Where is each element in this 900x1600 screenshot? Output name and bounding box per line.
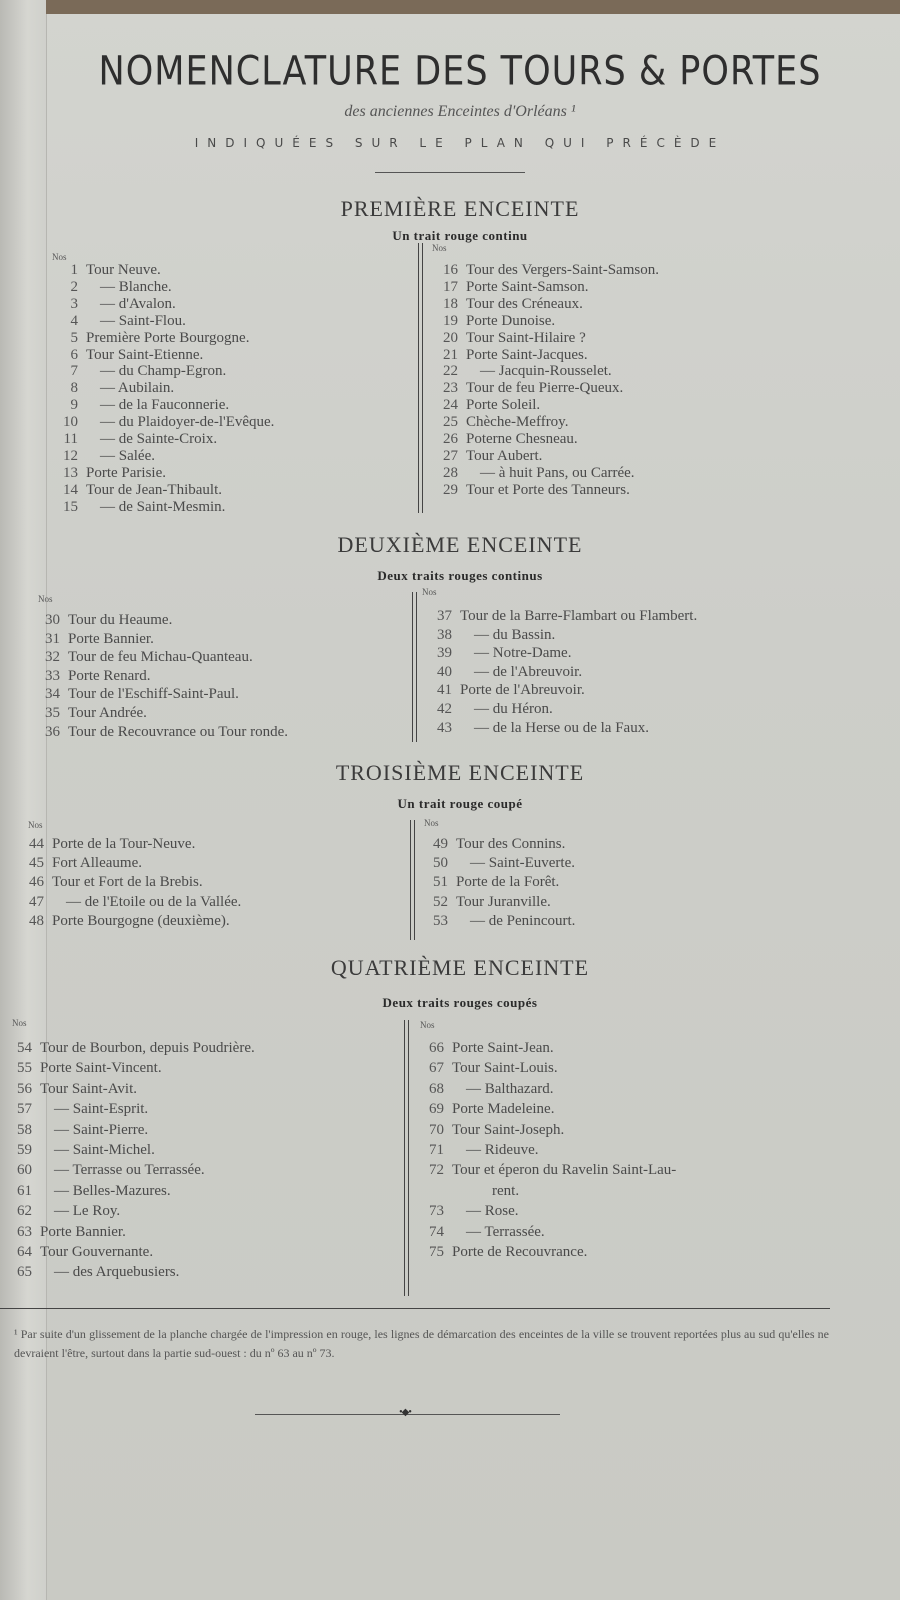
item-number: 50 (433, 855, 448, 872)
item-label: Porte Dunoise. (466, 312, 556, 329)
item-number: 56 (17, 1080, 32, 1097)
item-label: Porte Bannier. (40, 1223, 126, 1240)
item-number: 34 (45, 686, 60, 703)
item-label: Tour Andrée. (68, 705, 147, 721)
item-label: Tour et éperon du Ravelin Saint-Lau- (452, 1162, 677, 1179)
item-number: 31 (45, 630, 60, 647)
section-title: DEUXIÈME ENCEINTE (337, 532, 583, 557)
footnote: ¹ Par suite d'un glissement de la planche chargée de l'impression en rouge, les lignes de démarcation des enceintes de la ville se trouvent reportées plus au sud qu'elles ne devraient l'être, surtout dans la partie sud-ouest : du nº 63 au nº 73. (14, 1327, 829, 1360)
item-label: Tour du Heaume. (68, 612, 173, 628)
item-number: 32 (45, 649, 60, 666)
item-label: — Terrassée. (466, 1223, 545, 1240)
item-label: Porte Saint-Jean. (452, 1040, 554, 1056)
column-separator (404, 1020, 409, 1296)
item-label: Porte Soleil. (466, 397, 541, 414)
item-label: Tour Saint-Louis. (452, 1060, 558, 1077)
item-label: Tour de la Barre-Flambart ou Flambert. (460, 608, 698, 624)
numero-label: Nos (38, 594, 53, 604)
item-number: 47 (29, 893, 44, 910)
section-subtitle: Un trait rouge coupé (397, 796, 523, 811)
item-number: 72 (429, 1162, 444, 1179)
item-number: 20 (443, 329, 458, 346)
item-label: — Rose. (466, 1203, 519, 1220)
numero-label: Nos (432, 243, 447, 253)
item-label: Porte Madeleine. (452, 1101, 555, 1118)
item-label: Porte de la Tour-Neuve. (52, 836, 196, 852)
page-top-edge (46, 0, 900, 14)
item-number: 57 (17, 1101, 32, 1118)
item-number: 21 (443, 346, 458, 363)
item-label: — Rideuve. (466, 1142, 539, 1158)
item-label: Porte de l'Abreuvoir. (460, 682, 585, 699)
item-number: 14 (63, 481, 78, 498)
item-label: Porte Saint-Jacques. (466, 346, 588, 363)
item-number: 11 (63, 431, 78, 447)
item-number: 55 (17, 1060, 32, 1077)
item-number: 61 (17, 1182, 32, 1199)
item-number: 16 (443, 262, 458, 278)
section-title: QUATRIÈME ENCEINTE (330, 955, 590, 980)
numero-label: Nos (12, 1018, 27, 1028)
item-label: Tour Gouvernante. (40, 1244, 154, 1260)
item-label: — Terrasse ou Terrassée. (54, 1162, 205, 1179)
item-label: — de Saint-Mesmin. (100, 498, 226, 515)
item-number: 4 (70, 312, 78, 329)
item-number: 52 (433, 893, 448, 910)
item-label: Chèche-Meffroy. (466, 414, 569, 431)
item-number: 58 (17, 1121, 32, 1138)
item-label: rent. (492, 1182, 520, 1199)
item-label: Poterne Chesneau. (466, 431, 578, 447)
item-number: 53 (433, 912, 448, 929)
item-number: 8 (70, 380, 78, 397)
item-label: Porte Parisie. (86, 464, 166, 481)
item-label: — d'Avalon. (100, 295, 176, 312)
item-number: 5 (70, 329, 78, 346)
item-label: Porte Saint-Vincent. (40, 1060, 162, 1077)
item-number: 75 (429, 1244, 444, 1260)
item-label: Tour de feu Pierre-Queux. (466, 380, 624, 397)
numero-label: Nos (28, 820, 43, 830)
item-label: Tour Saint-Joseph. (452, 1121, 565, 1138)
item-number: 40 (437, 663, 452, 680)
item-label: Porte Bannier. (68, 630, 154, 647)
item-label: — Saint-Euverte. (470, 855, 575, 872)
item-number: 36 (45, 723, 60, 740)
item-number: 23 (443, 380, 458, 397)
item-label: — à huit Pans, ou Carrée. (480, 464, 635, 481)
item-number: 45 (29, 855, 44, 872)
item-label: Tour des Connins. (456, 836, 566, 852)
item-number: 68 (429, 1080, 444, 1097)
item-number: 13 (63, 464, 78, 481)
item-label: Tour de Bourbon, depuis Poudrière. (40, 1040, 255, 1056)
item-label: Fort Alleaume. (52, 855, 142, 872)
page-caption: INDIQUÉES SUR LE PLAN QUI PRÉCÈDE (194, 136, 726, 150)
item-label: Tour Aubert. (466, 447, 543, 464)
item-label: — Saint-Flou. (100, 312, 186, 329)
item-label: — Salée. (100, 447, 155, 464)
numero-label: Nos (52, 252, 67, 262)
item-number: 28 (443, 464, 458, 481)
item-label: Tour Saint-Avit. (40, 1080, 137, 1097)
page-subtitle: des anciennes Enceintes d'Orléans ¹ (344, 103, 576, 120)
item-number: 39 (437, 645, 452, 662)
section-title: PREMIÈRE ENCEINTE (340, 196, 580, 221)
numero-label: Nos (422, 587, 437, 597)
item-number: 7 (70, 363, 78, 380)
item-number: 54 (17, 1040, 32, 1056)
item-number: 12 (63, 447, 78, 464)
item-label: — du Plaidoyer-de-l'Evêque. (100, 414, 275, 431)
item-number: 25 (443, 414, 458, 431)
item-label: — Saint-Esprit. (54, 1101, 149, 1118)
item-number: 65 (17, 1264, 32, 1281)
item-label: Porte de la Forêt. (456, 874, 560, 891)
item-number: 46 (29, 874, 44, 891)
item-number: 48 (29, 912, 44, 929)
item-number: 62 (17, 1203, 32, 1220)
footnote-divider (0, 1308, 830, 1309)
column-separator (410, 820, 415, 940)
item-label: — Saint-Michel. (54, 1142, 155, 1158)
section-title: TROISIÈME ENCEINTE (335, 760, 585, 785)
numero-label: Nos (424, 818, 439, 828)
item-label: Tour Saint-Etienne. (86, 346, 204, 363)
title-divider (375, 172, 525, 173)
item-number: 15 (63, 498, 78, 515)
item-number: 2 (70, 278, 78, 295)
item-label: Tour et Porte des Tanneurs. (466, 481, 630, 498)
section-subtitle: Deux traits rouges continus (377, 568, 543, 583)
item-label: Porte Saint-Samson. (466, 278, 589, 295)
page-title: NOMENCLATURE DES TOURS & PORTES (98, 49, 822, 95)
item-number: 70 (429, 1121, 444, 1138)
item-label: — Notre-Dame. (474, 645, 572, 662)
item-label: — du Héron. (474, 701, 553, 717)
item-label: — de la Fauconnerie. (100, 397, 230, 414)
item-number: 9 (70, 397, 78, 414)
item-label: — du Champ-Egron. (100, 363, 227, 380)
item-number: 10 (63, 414, 78, 431)
item-label: — du Bassin. (474, 626, 556, 643)
item-number: 44 (29, 836, 44, 852)
item-number: 67 (429, 1060, 444, 1077)
item-label: — Balthazard. (466, 1080, 554, 1097)
item-number: 24 (443, 397, 458, 414)
item-number: 1 (70, 262, 78, 278)
item-label: Tour et Fort de la Brebis. (52, 874, 203, 891)
item-label: — des Arquebusiers. (54, 1264, 180, 1281)
item-number: 60 (17, 1162, 32, 1179)
item-label: Tour Neuve. (86, 262, 161, 278)
item-number: 69 (429, 1101, 444, 1118)
item-label: Porte Renard. (68, 667, 151, 684)
item-number: 43 (437, 719, 452, 736)
item-label: Tour des Vergers-Saint-Samson. (466, 262, 659, 278)
item-number: 41 (437, 682, 452, 699)
item-label: Tour des Créneaux. (466, 295, 583, 312)
item-label: — Belles-Mazures. (54, 1182, 171, 1199)
item-number: 49 (433, 836, 448, 852)
item-label: Tour de Recouvrance ou Tour ronde. (68, 723, 289, 740)
item-label: — de l'Etoile ou de la Vallée. (66, 893, 242, 910)
item-number: 59 (17, 1142, 32, 1158)
numero-label: Nos (420, 1020, 435, 1030)
item-number: 26 (443, 431, 458, 447)
item-number: 30 (45, 612, 60, 628)
item-number: 3 (70, 295, 78, 312)
item-number: 37 (437, 608, 452, 624)
item-label: Première Porte Bourgogne. (86, 329, 250, 346)
item-label: — Aubilain. (100, 380, 175, 397)
item-number: 64 (17, 1244, 32, 1260)
column-separator (412, 592, 417, 742)
item-number: 18 (443, 295, 458, 312)
item-number: 27 (443, 447, 458, 464)
item-label: — Saint-Pierre. (54, 1121, 149, 1138)
item-number: 19 (443, 312, 458, 329)
item-number: 66 (429, 1040, 444, 1056)
item-label: — de l'Abreuvoir. (474, 663, 583, 680)
item-number: 6 (70, 346, 78, 363)
item-label: Porte Bourgogne (deuxième). (52, 912, 230, 929)
item-label: Tour de feu Michau-Quanteau. (68, 649, 253, 666)
column-separator (418, 243, 423, 513)
item-label: — de la Herse ou de la Faux. (474, 719, 649, 736)
item-label: — de Sainte-Croix. (100, 431, 218, 447)
item-label: Porte de Recouvrance. (452, 1244, 588, 1260)
item-number: 73 (429, 1203, 444, 1220)
item-label: — de Penincourt. (470, 912, 576, 929)
item-label: Tour Saint-Hilaire ? (466, 329, 586, 346)
item-number: 71 (429, 1142, 444, 1158)
item-label: — Blanche. (100, 278, 172, 295)
item-label: — Le Roy. (54, 1203, 121, 1220)
item-number: 29 (443, 481, 458, 498)
item-number: 74 (429, 1223, 444, 1240)
item-number: 51 (433, 874, 448, 891)
item-number: 17 (443, 278, 458, 295)
item-number: 35 (45, 705, 60, 721)
item-label: Tour Juranville. (456, 893, 551, 910)
item-number: 42 (437, 701, 452, 717)
section-subtitle: Un trait rouge continu (392, 228, 528, 243)
item-number: 63 (17, 1223, 32, 1240)
item-number: 33 (45, 667, 60, 684)
item-number: 22 (443, 363, 458, 380)
item-label: Tour de l'Eschiff-Saint-Paul. (68, 686, 239, 703)
item-label: — Jacquin-Rousselet. (480, 363, 612, 380)
section-subtitle: Deux traits rouges coupés (382, 995, 538, 1010)
item-number: 38 (437, 626, 452, 643)
item-label: Tour de Jean-Thibault. (86, 481, 222, 498)
end-ornament: •◆• (399, 1407, 411, 1418)
